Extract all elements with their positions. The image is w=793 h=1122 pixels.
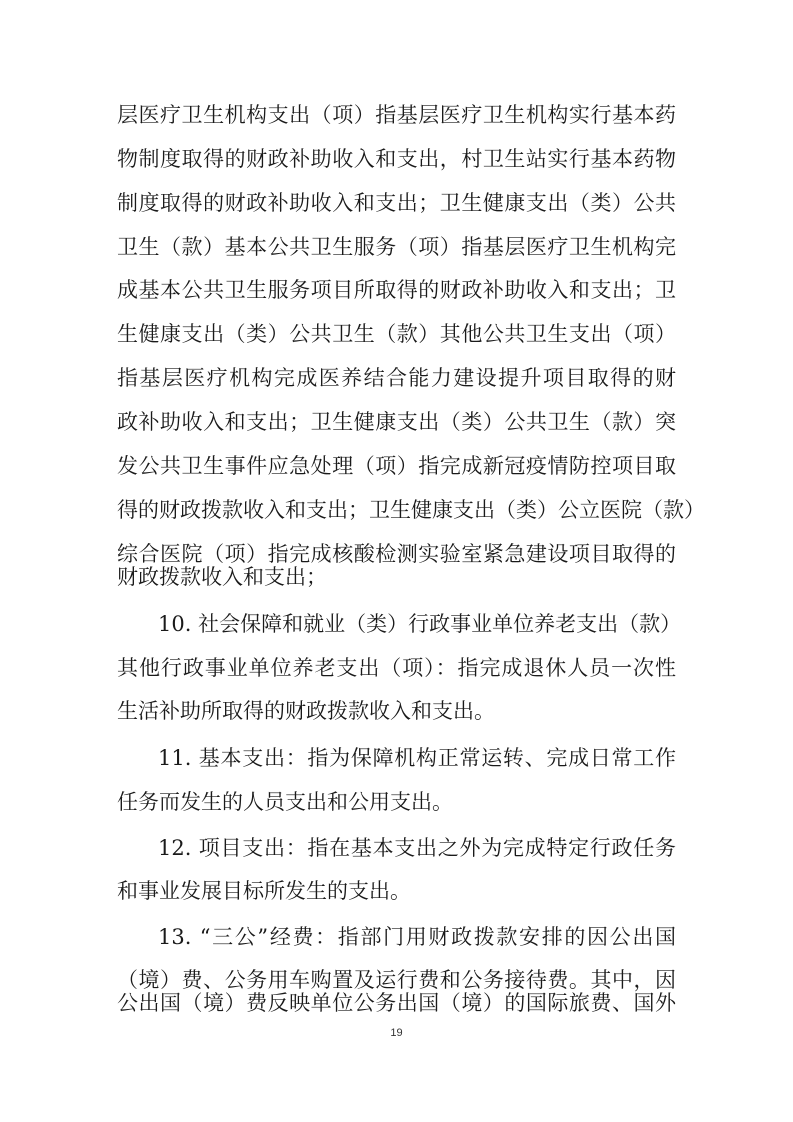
page-number: 19: [390, 1027, 403, 1039]
text-line: 卫生（款）基本公共卫生服务（项）指基层医疗卫生机构完: [117, 235, 676, 259]
text-line: 指基层医疗机构完成医养结合能力建设提升项目取得的财: [117, 366, 676, 390]
text-line-paragraph-end: 财政拨款收入和支出；: [117, 565, 327, 589]
text-line: 其他行政事业单位养老支出（项）：指完成退休人员一次性: [117, 656, 676, 680]
item-13-heading-line: 13. “三公”经费：指部门用财政拨款安排的因公出国: [158, 925, 676, 949]
text-line: 物制度取得的财政补助收入和支出，村卫生站实行基本药物: [117, 147, 676, 171]
text-line-paragraph-end: 任务而发生的人员支出和公用支出。: [117, 790, 453, 814]
text-line: 政补助收入和支出；卫生健康支出（类）公共卫生（款）突: [117, 410, 676, 434]
text-line: 制度取得的财政补助收入和支出；卫生健康支出（类）公共: [117, 191, 676, 215]
item-12-heading-line: 12. 项目支出：指在基本支出之外为完成特定行政任务: [158, 836, 676, 860]
text-line: 综合医院（项）指完成核酸检测实验室紧急建设项目取得的: [117, 542, 676, 566]
text-line: 发公共卫生事件应急处理（项）指完成新冠疫情防控项目取: [117, 454, 676, 478]
item-10-heading-line: 10. 社会保障和就业（类）行政事业单位养老支出（款）: [158, 612, 682, 636]
text-line: 生健康支出（类）公共卫生（款）其他公共卫生支出（项）: [117, 322, 676, 346]
text-line: 得的财政拨款收入和支出；卫生健康支出（类）公立医院（款）: [117, 498, 705, 522]
text-line: 层医疗卫生机构支出（项）指基层医疗卫生机构实行基本药: [117, 103, 676, 127]
text-line-paragraph-end: 生活补助所取得的财政拨款收入和支出。: [117, 699, 495, 723]
text-line: 成基本公共卫生服务项目所取得的财政补助收入和支出；卫: [117, 278, 676, 302]
text-line: （境）费、公务用车购置及运行费和公务接待费。其中，因: [117, 968, 676, 992]
item-11-heading-line: 11. 基本支出：指为保障机构正常运转、完成日常工作: [158, 746, 676, 770]
text-line: 公出国（境）费反映单位公务出国（境）的国际旅费、国外: [117, 991, 676, 1015]
text-line-paragraph-end: 和事业发展目标所发生的支出。: [117, 879, 411, 903]
